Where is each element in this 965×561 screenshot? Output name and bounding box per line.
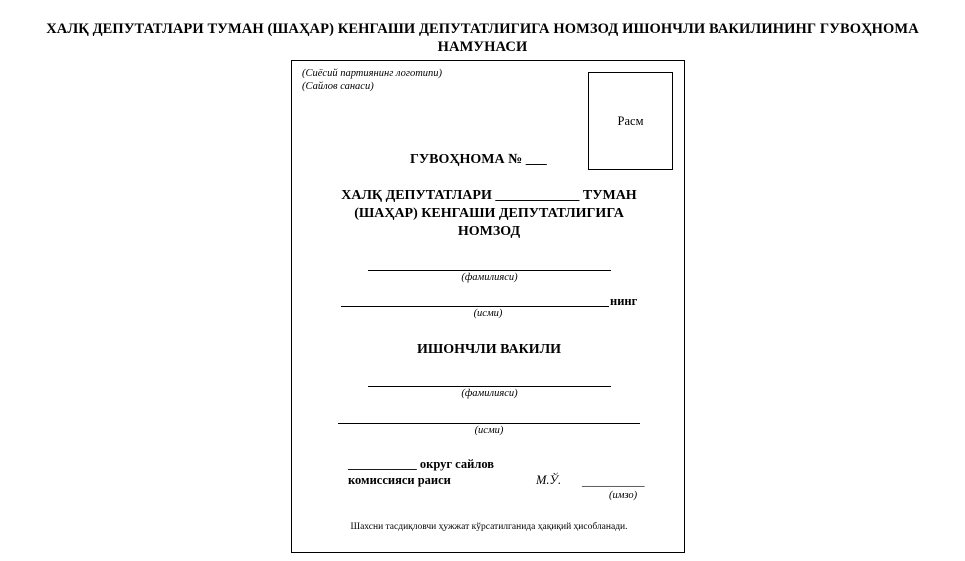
proxy-name-line xyxy=(338,423,640,424)
name-suffix: нинг xyxy=(610,294,638,308)
candidate-surname-line xyxy=(368,270,611,271)
photo-placeholder xyxy=(588,72,673,170)
signature-blank: __________ xyxy=(582,474,645,488)
candidate-name-line xyxy=(341,306,609,307)
candidate-surname-caption: (фамилияси) xyxy=(461,272,518,283)
commission-line2: комиссияси раиси xyxy=(348,473,451,487)
candidate-name-caption: (исми) xyxy=(473,308,503,319)
certificate-heading: ГУВОҲНОМА № ___ xyxy=(410,152,547,167)
proxy-surname-caption: (фамилияси) xyxy=(461,388,518,399)
candidate-title-line2: (ШАҲАР) КЕНГАШИ ДЕПУТАТЛИГИГА xyxy=(354,206,624,221)
signature-caption: (имзо) xyxy=(609,490,638,501)
seal-label: М.Ў. xyxy=(536,473,562,487)
proxy-surname-line xyxy=(368,386,611,387)
certificate-sample xyxy=(291,60,685,553)
page-title-line2: НАМУНАСИ xyxy=(437,39,528,55)
candidate-title-line3: НОМЗОД xyxy=(457,224,521,239)
proxy-heading: ИШОНЧЛИ ВАКИЛИ xyxy=(416,342,562,357)
validity-footnote: Шахсни тасдиқловчи ҳужжат кўрсатилганида ҳақиқий ҳисобланади. xyxy=(350,522,628,532)
candidate-title-line1: ХАЛҚ ДЕПУТАТЛАРИ ____________ ТУМАН xyxy=(341,188,637,203)
party-logo-placeholder: (Сиёсий партиянинг логотипи) xyxy=(302,68,443,79)
commission-line1: ___________ округ сайлов xyxy=(348,457,495,471)
election-date-placeholder: (Сайлов санаси) xyxy=(302,81,374,92)
page-title xyxy=(0,20,965,56)
proxy-name-caption: (исми) xyxy=(474,425,504,436)
photo-label: Расм xyxy=(617,113,644,128)
page-title-line1: ХАЛҚ ДЕПУТАТЛАРИ ТУМАН (ШАҲАР) КЕНГАШИ ДЕПУТАТЛИГИГА НОМЗОД ИШОНЧЛИ ВАКИЛИНИНГ ГУВОҲНОМА xyxy=(46,21,919,37)
candidate-title xyxy=(292,187,686,241)
